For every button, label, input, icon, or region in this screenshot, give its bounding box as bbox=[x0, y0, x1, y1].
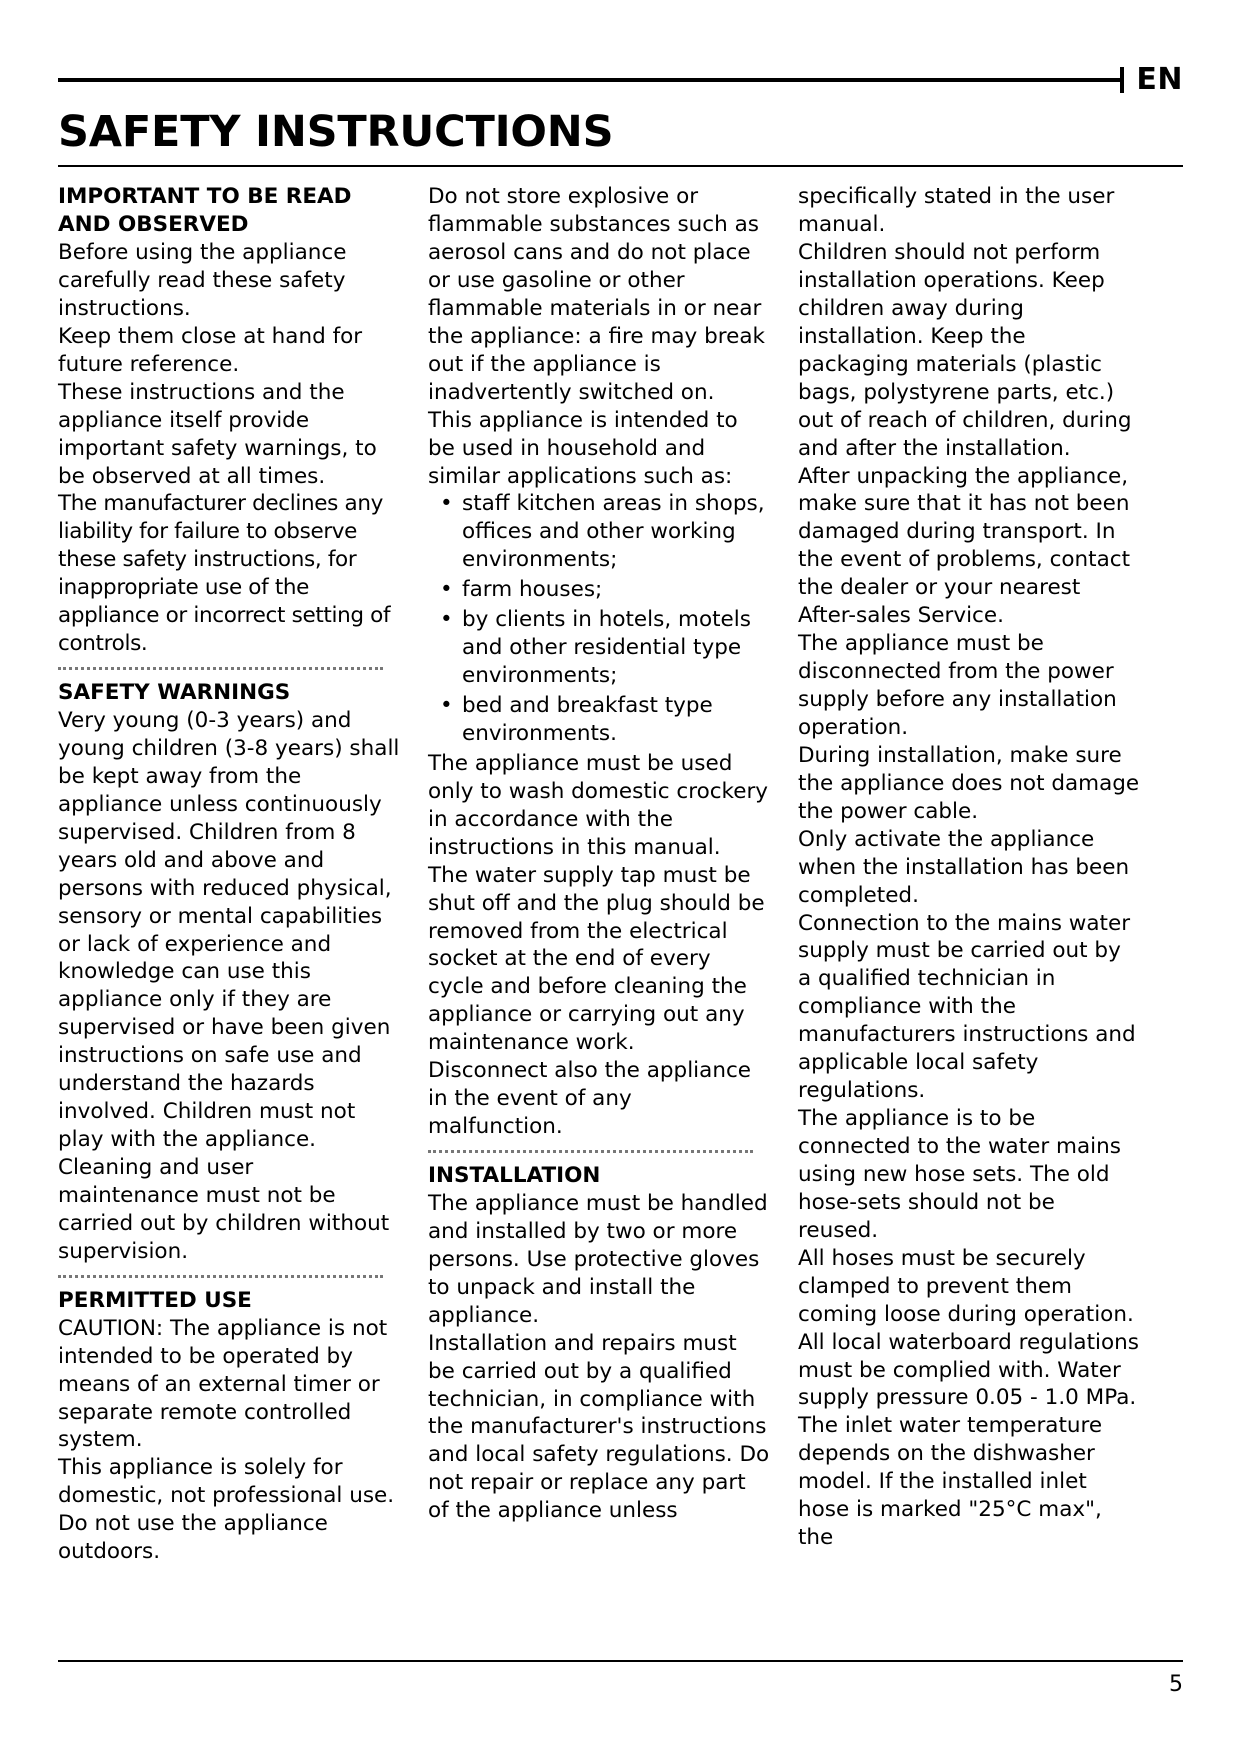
header-rule bbox=[58, 78, 1120, 82]
paragraph: Keep them close at hand for future reference. bbox=[58, 323, 363, 377]
section-heading: IMPORTANT TO BE READ AND OBSERVED bbox=[58, 184, 352, 238]
paragraph: The water supply tap must be shut off and the plug should be removed from the electrical socket at the end of every cycle and before cleaning the appliance or carrying out any maintenance work. bbox=[428, 862, 765, 1056]
paragraph: The appliance must be handled and installed by two or more persons. Use protective gloves to unpack and install the appliance. bbox=[428, 1190, 768, 1328]
column-1 bbox=[58, 183, 400, 1566]
section-divider bbox=[58, 667, 383, 670]
footer-divider bbox=[58, 1660, 1183, 1662]
paragraph: CAUTION: The appliance is not intended to be operated by means of an external timer or separate remote controlled system. bbox=[58, 1315, 388, 1453]
paragraph: Before using the appliance carefully read these safety instructions. bbox=[58, 240, 347, 321]
page-title: SAFETY INSTRUCTIONS bbox=[58, 107, 614, 157]
paragraph: All hoses must be securely clamped to prevent them coming loose during operation. bbox=[798, 1245, 1134, 1327]
section-divider bbox=[428, 1150, 753, 1153]
page-number: 5 bbox=[1169, 1672, 1183, 1697]
content-columns bbox=[58, 183, 1183, 1566]
paragraph: Only activate the appliance when the installation has been completed. bbox=[798, 826, 1130, 908]
column-2 bbox=[428, 183, 770, 1525]
paragraph: Installation and repairs must be carried out by a qualified technician, in compliance with the manufacturer's instructions and local safety regulations. Do not repair or replace any part of the appliance unless bbox=[428, 1330, 770, 1524]
bullet-list bbox=[428, 490, 770, 747]
paragraph: The appliance must be used only to wash domestic crockery in accordance with the instructions in this manual. bbox=[428, 750, 769, 860]
header-rule-row bbox=[58, 0, 1183, 98]
header-rule-tick bbox=[1120, 67, 1124, 93]
paragraph: After unpacking the appliance, make sure that it has not been damaged during transport. In the event of problems, contact the dealer or your nearest After-sales Service. bbox=[798, 463, 1131, 629]
section-heading: SAFETY WARNINGS bbox=[58, 680, 291, 706]
language-code: EN bbox=[1136, 62, 1183, 97]
list-item: • farm houses; bbox=[462, 576, 770, 604]
list-item: • by clients in hotels, motels and other residential type environments; bbox=[462, 606, 770, 690]
section-heading: PERMITTED USE bbox=[58, 1287, 252, 1313]
paragraph: Connection to the mains water supply must be carried out by a qualified technician in compliance with the manufacturers instructions and applicable local safety regulations. bbox=[798, 910, 1136, 1104]
paragraph: The appliance is to be connected to the water mains using new hose sets. The old hose-sets should not be reused. bbox=[798, 1106, 1121, 1243]
paragraph: Disconnect also the appliance in the event of any malfunction. bbox=[428, 1058, 751, 1140]
paragraph: Do not store explosive or flammable substances such as aerosol cans and do not place or use gasoline or other flammable materials in or near the appliance: a fire may break out if the appliance is inadvertently switched on. bbox=[428, 184, 765, 405]
paragraph: Do not use the appliance outdoors. bbox=[58, 1511, 328, 1565]
section-divider bbox=[58, 1275, 383, 1278]
paragraph: All local waterboard regulations must be complied with. Water supply pressure 0.05 - 1.0 MPa. bbox=[798, 1329, 1139, 1411]
paragraph: Very young (0-3 years) and young children (3-8 years) shall be kept away from the appliance unless continuously supervised. Children from 8 years old and above and persons with reduced physical, sensory or mental capabilities or lack of experience and knowledge can use this appliance only if they are supervised or have been given instructions on safe use and understand the hazards involved. Children must not play with the appliance. Cleaning and user maintenance must not be carried out by children without supervision. bbox=[58, 708, 400, 1264]
paragraph: This appliance is intended to be used in household and similar applications such as: bbox=[428, 407, 738, 489]
title-divider bbox=[58, 165, 1183, 167]
paragraph: Children should not perform installation operations. Keep children away during installation. Keep the packaging materials (plastic bags, polystyrene parts, etc.) out of reach of children, during and after the installation. bbox=[798, 240, 1132, 461]
paragraph: specifically stated in the user manual. bbox=[798, 184, 1115, 238]
section-heading: INSTALLATION bbox=[428, 1163, 601, 1189]
list-item: • bed and breakfast type environments. bbox=[462, 692, 770, 748]
paragraph: These instructions and the appliance itself provide important safety warnings, to be observed at all times. bbox=[58, 379, 377, 489]
list-item: • staff kitchen areas in shops, offices and other working environments; bbox=[462, 490, 770, 574]
paragraph: This appliance is solely for domestic, not professional use. bbox=[58, 1455, 395, 1509]
paragraph: During installation, make sure the appliance does not damage the power cable. bbox=[798, 742, 1140, 824]
paragraph: The appliance must be disconnected from the power supply before any installation operation. bbox=[798, 631, 1117, 740]
paragraph: The manufacturer declines any liability for failure to observe these safety instructions, for inappropriate use of the appliance or incorrect setting of controls. bbox=[58, 491, 391, 657]
page-footer bbox=[58, 1660, 1183, 1697]
column-3 bbox=[798, 183, 1140, 1552]
paragraph: The inlet water temperature depends on the dishwasher model. If the installed inlet hose is marked "25°C max", the bbox=[798, 1413, 1103, 1551]
